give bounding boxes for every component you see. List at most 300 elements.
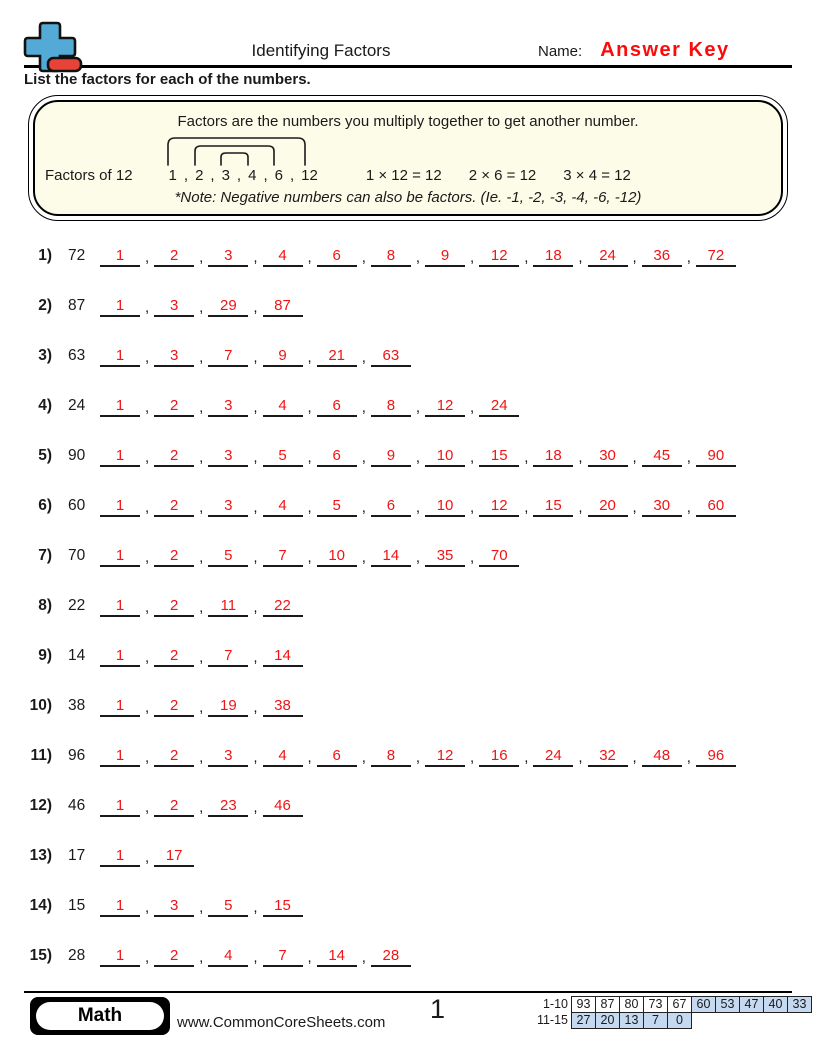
answer-list	[100, 597, 303, 617]
problem-target-number: 24	[68, 397, 86, 414]
answer-blank: 5	[208, 897, 248, 917]
answer-blank: 4	[208, 947, 248, 967]
comma: ,	[307, 249, 312, 266]
score-cell: 13	[619, 1012, 644, 1029]
comma: ,	[361, 499, 366, 516]
example-main-row	[45, 167, 781, 184]
comma: ,	[470, 399, 475, 416]
name-area	[538, 39, 792, 65]
comma: ,	[145, 899, 150, 916]
comma: ,	[145, 849, 150, 866]
subject-badge-label: Math	[36, 1002, 164, 1030]
answer-blank: 15	[479, 447, 519, 467]
problem-number-label: 5)	[38, 447, 52, 464]
answer-list	[100, 347, 411, 367]
comma: ,	[686, 249, 691, 266]
comma: ,	[415, 549, 421, 566]
problem-number-label: 8)	[38, 597, 52, 614]
footer	[0, 991, 816, 1043]
problem-number-label: 10)	[29, 697, 52, 714]
comma: ,	[183, 167, 189, 184]
problems-list	[24, 234, 816, 984]
example-label: Factors of 12	[45, 167, 133, 184]
problem-target-number: 87	[68, 297, 86, 314]
problem-target-number: 72	[68, 247, 86, 264]
problem-target-number: 60	[68, 497, 86, 514]
score-cell: 73	[643, 996, 668, 1013]
comma: ,	[145, 449, 150, 466]
answer-blank: 1	[100, 647, 140, 667]
answer-blank: 5	[263, 447, 303, 467]
answer-blank: 1	[100, 297, 140, 317]
answer-blank: 38	[263, 697, 303, 717]
answer-blank: 4	[263, 247, 303, 267]
answer-blank: 21	[317, 347, 357, 367]
problem-row	[24, 734, 816, 784]
footer-content	[0, 993, 816, 1043]
problem-target-number: 22	[68, 597, 86, 614]
answer-blank: 36	[642, 247, 682, 267]
answer-blank: 30	[588, 447, 628, 467]
comma: ,	[307, 399, 312, 416]
comma: ,	[145, 649, 150, 666]
answer-blank: 28	[371, 947, 411, 967]
problem-number-label: 15)	[29, 947, 52, 964]
example-factor: 3	[221, 167, 230, 184]
answer-blank: 3	[154, 297, 194, 317]
answer-blank: 3	[208, 447, 248, 467]
answer-blank: 87	[263, 297, 303, 317]
answer-list	[100, 797, 303, 817]
problem-target-number: 63	[68, 347, 86, 364]
answer-blank: 12	[479, 497, 519, 517]
answer-blank: 3	[208, 497, 248, 517]
answer-blank: 2	[154, 647, 194, 667]
answer-list	[100, 447, 736, 467]
problem-row	[24, 684, 816, 734]
score-cell: 87	[595, 996, 620, 1013]
answer-blank: 2	[154, 247, 194, 267]
comma: ,	[578, 449, 583, 466]
answer-blank: 8	[371, 747, 411, 767]
score-row-label: 1-10	[542, 997, 568, 1011]
answer-blank: 22	[263, 597, 303, 617]
answer-blank: 15	[263, 897, 303, 917]
answer-blank: 3	[208, 747, 248, 767]
example-equation: 2 × 6 = 12	[468, 167, 537, 184]
example-factor: 4	[248, 167, 257, 184]
problem-row	[24, 634, 816, 684]
comma: ,	[307, 499, 312, 516]
answer-blank: 2	[154, 697, 194, 717]
example-factor: 2	[195, 167, 204, 184]
comma: ,	[578, 249, 583, 266]
answer-blank: 1	[100, 497, 140, 517]
comma: ,	[686, 499, 691, 516]
comma: ,	[361, 749, 366, 766]
comma: ,	[524, 499, 529, 516]
answer-list	[100, 697, 303, 717]
answer-blank: 6	[317, 447, 357, 467]
problem-target-number: 90	[68, 447, 86, 464]
answer-blank: 60	[696, 497, 736, 517]
example-equations	[366, 167, 631, 184]
answer-blank: 9	[425, 247, 465, 267]
answer-list	[100, 547, 519, 567]
answer-blank: 4	[263, 497, 303, 517]
comma: ,	[632, 749, 637, 766]
comma: ,	[263, 167, 268, 184]
comma: ,	[199, 299, 204, 316]
answer-blank: 46	[263, 797, 303, 817]
comma: ,	[253, 399, 258, 416]
comma: ,	[415, 399, 421, 416]
answer-blank: 96	[696, 747, 736, 767]
instruction-text: List the factors for each of the numbers.	[24, 71, 311, 88]
comma: ,	[199, 949, 204, 966]
comma: ,	[199, 749, 204, 766]
comma: ,	[307, 349, 312, 366]
header	[24, 0, 792, 68]
page-title: Identifying Factors	[251, 41, 391, 60]
problem-row	[24, 434, 816, 484]
page-number: 1	[430, 994, 446, 1024]
answer-blank: 7	[263, 547, 303, 567]
answer-blank: 1	[100, 897, 140, 917]
answer-blank: 19	[208, 697, 248, 717]
answer-blank: 10	[425, 497, 465, 517]
answer-blank: 3	[154, 897, 194, 917]
answer-key-text: Answer Key	[600, 39, 730, 61]
comma: ,	[415, 249, 421, 266]
score-cell: 93	[571, 996, 596, 1013]
problem-row	[24, 484, 816, 534]
answer-blank: 7	[263, 947, 303, 967]
answer-blank: 1	[100, 947, 140, 967]
answer-blank: 11	[208, 597, 248, 617]
comma: ,	[145, 349, 150, 366]
answer-blank: 7	[208, 347, 248, 367]
comma: ,	[199, 899, 204, 916]
answer-blank: 20	[588, 497, 628, 517]
score-cell: 53	[715, 996, 740, 1013]
problem-number-label: 4)	[38, 397, 52, 414]
comma: ,	[470, 549, 475, 566]
answer-list	[100, 647, 303, 667]
comma: ,	[145, 749, 150, 766]
answer-blank: 9	[371, 447, 411, 467]
problem-row	[24, 584, 816, 634]
answer-blank: 3	[208, 397, 248, 417]
answer-blank: 17	[154, 847, 194, 867]
answer-list	[100, 297, 303, 317]
problem-number-label: 3)	[38, 347, 52, 364]
problem-target-number: 96	[68, 747, 86, 764]
answer-blank: 14	[263, 647, 303, 667]
example-factor: 1	[168, 167, 177, 184]
problem-number-label: 9)	[38, 647, 52, 664]
comma: ,	[253, 299, 258, 316]
comma: ,	[253, 599, 258, 616]
comma: ,	[199, 799, 204, 816]
problem-row	[24, 384, 816, 434]
answer-blank: 6	[317, 747, 357, 767]
answer-blank: 3	[208, 247, 248, 267]
answer-blank: 8	[371, 397, 411, 417]
problem-row	[24, 834, 816, 884]
comma: ,	[199, 399, 204, 416]
comma: ,	[199, 249, 204, 266]
comma: ,	[199, 499, 204, 516]
comma: ,	[253, 449, 258, 466]
answer-blank: 29	[208, 297, 248, 317]
problem-row	[24, 234, 816, 284]
comma: ,	[470, 749, 475, 766]
problem-row	[24, 784, 816, 834]
comma: ,	[415, 449, 421, 466]
problem-target-number: 15	[68, 897, 86, 914]
answer-list	[100, 497, 736, 517]
header-rule	[24, 18, 792, 68]
answer-list	[100, 247, 736, 267]
comma: ,	[632, 249, 637, 266]
comma: ,	[145, 699, 150, 716]
score-cell: 20	[595, 1012, 620, 1029]
comma: ,	[253, 699, 258, 716]
answer-blank: 2	[154, 447, 194, 467]
answer-blank: 18	[533, 447, 573, 467]
comma: ,	[145, 799, 150, 816]
factor-pair-arcs-icon	[164, 132, 314, 166]
answer-blank: 1	[100, 397, 140, 417]
score-cell: 7	[643, 1012, 668, 1029]
problem-number-label: 12)	[29, 797, 52, 814]
problem-row	[24, 334, 816, 384]
answer-blank: 6	[371, 497, 411, 517]
answer-blank: 12	[425, 397, 465, 417]
answer-blank: 48	[642, 747, 682, 767]
answer-list	[100, 397, 519, 417]
problem-target-number: 70	[68, 547, 86, 564]
comma: ,	[253, 349, 258, 366]
answer-blank: 5	[208, 547, 248, 567]
score-cell: 80	[619, 996, 644, 1013]
example-factor: 12	[301, 167, 318, 184]
answer-blank: 2	[154, 797, 194, 817]
answer-blank: 10	[317, 547, 357, 567]
comma: ,	[578, 499, 583, 516]
comma: ,	[415, 499, 421, 516]
comma: ,	[253, 899, 258, 916]
comma: ,	[253, 549, 258, 566]
example-equation: 3 × 4 = 12	[563, 167, 631, 184]
comma: ,	[524, 249, 529, 266]
answer-blank: 4	[263, 397, 303, 417]
comma: ,	[145, 249, 150, 266]
score-cell: 47	[739, 996, 764, 1013]
answer-blank: 14	[317, 947, 357, 967]
problem-row	[24, 534, 816, 584]
answer-blank: 10	[425, 447, 465, 467]
example-box-inner	[33, 100, 783, 216]
score-row	[532, 996, 812, 1013]
problem-number-label: 2)	[38, 297, 52, 314]
problem-target-number: 14	[68, 647, 86, 664]
comma: ,	[361, 399, 366, 416]
answer-blank: 70	[479, 547, 519, 567]
score-table	[532, 996, 812, 1029]
problem-number-label: 7)	[38, 547, 52, 564]
minus-icon	[48, 58, 81, 71]
answer-blank: 6	[317, 247, 357, 267]
answer-blank: 1	[100, 797, 140, 817]
comma: ,	[253, 249, 258, 266]
comma: ,	[632, 449, 637, 466]
answer-blank: 1	[100, 547, 140, 567]
comma: ,	[470, 449, 475, 466]
comma: ,	[145, 399, 150, 416]
comma: ,	[289, 167, 295, 184]
example-factor: 6	[274, 167, 283, 184]
comma: ,	[199, 699, 204, 716]
answer-blank: 1	[100, 447, 140, 467]
comma: ,	[361, 249, 366, 266]
answer-blank: 23	[208, 797, 248, 817]
answer-blank: 2	[154, 597, 194, 617]
answer-list	[100, 847, 194, 867]
problem-target-number: 17	[68, 847, 86, 864]
answer-blank: 1	[100, 847, 140, 867]
comma: ,	[145, 549, 150, 566]
comma: ,	[145, 599, 150, 616]
answer-blank: 2	[154, 947, 194, 967]
comma: ,	[199, 649, 204, 666]
problem-row	[24, 934, 816, 984]
comma: ,	[307, 949, 312, 966]
answer-blank: 12	[479, 247, 519, 267]
website-text: www.CommonCoreSheets.com	[177, 1014, 386, 1031]
score-cell: 27	[571, 1012, 596, 1029]
comma: ,	[361, 549, 366, 566]
problem-target-number: 46	[68, 797, 86, 814]
answer-blank: 18	[533, 247, 573, 267]
comma: ,	[686, 749, 691, 766]
problem-number-label: 1)	[38, 247, 52, 264]
comma: ,	[307, 449, 312, 466]
answer-blank: 1	[100, 747, 140, 767]
problem-row	[24, 284, 816, 334]
answer-blank: 4	[263, 747, 303, 767]
comma: ,	[145, 949, 150, 966]
score-cell: 67	[667, 996, 692, 1013]
answer-blank: 8	[371, 247, 411, 267]
comma: ,	[307, 549, 312, 566]
answer-blank: 15	[533, 497, 573, 517]
answer-blank: 35	[425, 547, 465, 567]
comma: ,	[253, 949, 258, 966]
answer-blank: 32	[588, 747, 628, 767]
answer-blank: 72	[696, 247, 736, 267]
name-label: Name:	[538, 43, 583, 60]
problem-number-label: 11)	[30, 747, 52, 764]
comma: ,	[236, 167, 242, 184]
problem-number-label: 6)	[38, 497, 52, 514]
answer-list	[100, 947, 411, 967]
answer-blank: 1	[100, 247, 140, 267]
example-box	[28, 95, 788, 221]
answer-blank: 9	[263, 347, 303, 367]
example-factors-list	[169, 167, 318, 184]
answer-blank: 24	[479, 397, 519, 417]
comma: ,	[524, 749, 529, 766]
comma: ,	[578, 749, 583, 766]
answer-blank: 16	[479, 747, 519, 767]
problem-number-label: 13)	[29, 847, 52, 864]
score-cell: 0	[667, 1012, 692, 1029]
answer-blank: 1	[100, 597, 140, 617]
comma: ,	[470, 249, 475, 266]
comma: ,	[632, 499, 637, 516]
comma: ,	[470, 499, 475, 516]
comma: ,	[361, 949, 366, 966]
comma: ,	[686, 449, 691, 466]
answer-blank: 24	[588, 247, 628, 267]
answer-blank: 14	[371, 547, 411, 567]
comma: ,	[361, 449, 366, 466]
comma: ,	[524, 449, 529, 466]
score-row	[532, 1012, 812, 1029]
comma: ,	[199, 349, 204, 366]
score-cell: 33	[787, 996, 812, 1013]
answer-list	[100, 747, 736, 767]
answer-blank: 1	[100, 347, 140, 367]
answer-list	[100, 897, 303, 917]
comma: ,	[253, 799, 258, 816]
score-cell: 60	[691, 996, 716, 1013]
problem-number-label: 14)	[29, 897, 52, 914]
comma: ,	[307, 749, 312, 766]
comma: ,	[253, 649, 258, 666]
example-equation: 1 × 12 = 12	[365, 167, 442, 184]
problem-target-number: 28	[68, 947, 86, 964]
answer-blank: 3	[154, 347, 194, 367]
comma: ,	[199, 449, 204, 466]
comma: ,	[199, 549, 204, 566]
comma: ,	[361, 349, 366, 366]
example-intro: Factors are the numbers you multiply together to get another number.	[177, 113, 639, 130]
example-note: *Note: Negative numbers can also be factors. (Ie. -1, -2, -3, -4, -6, -12)	[174, 189, 642, 206]
comma: ,	[145, 499, 150, 516]
comma: ,	[199, 599, 204, 616]
answer-blank: 12	[425, 747, 465, 767]
problem-target-number: 38	[68, 697, 86, 714]
answer-blank: 63	[371, 347, 411, 367]
answer-blank: 2	[154, 547, 194, 567]
score-cell: 40	[763, 996, 788, 1013]
plus-minus-logo-icon	[18, 20, 84, 74]
answer-blank: 6	[317, 397, 357, 417]
score-row-label: 11-15	[536, 1013, 568, 1027]
subject-badge	[30, 997, 170, 1035]
comma: ,	[253, 749, 258, 766]
answer-blank: 90	[696, 447, 736, 467]
answer-blank: 2	[154, 397, 194, 417]
answer-blank: 30	[642, 497, 682, 517]
answer-blank: 2	[154, 497, 194, 517]
answer-blank: 45	[642, 447, 682, 467]
answer-blank: 7	[208, 647, 248, 667]
comma: ,	[210, 167, 215, 184]
